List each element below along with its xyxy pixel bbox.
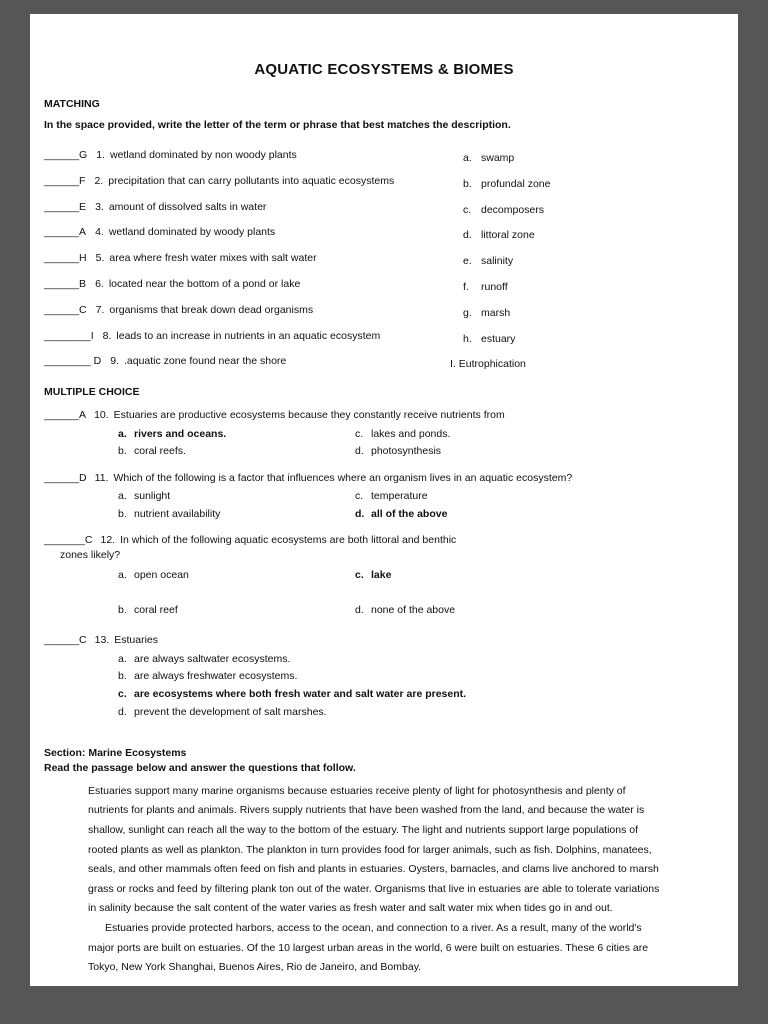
item-number: 5. xyxy=(95,252,105,265)
question-text: Estuaries are productive ecosystems because they constantly receive nutrients from xyxy=(113,409,505,422)
item-number: 7. xyxy=(95,303,105,316)
written-answer: B xyxy=(79,277,87,290)
answer-blank: ______ xyxy=(44,149,80,161)
option-c: c. lake xyxy=(355,569,392,582)
term-item xyxy=(463,327,550,353)
written-answer: F xyxy=(79,174,86,187)
question-number: 11. xyxy=(94,471,109,484)
term-item xyxy=(463,198,550,224)
item-number: 6. xyxy=(95,277,104,290)
matching-item xyxy=(44,220,463,246)
matching-item xyxy=(44,169,463,195)
matching-item xyxy=(44,143,463,169)
question-13-options xyxy=(118,651,724,722)
question-11-options xyxy=(118,488,724,523)
term-letter: e. xyxy=(463,255,472,268)
passage-paragraph-2: Estuaries provide protected harbors, access to the ocean, and connection to a river. As a result, many of the world's major ports are built on estuaries. Of the 10 largest urban areas in the world, 6 were built on estuaries. These 6 cities are Tokyo, New York Shanghai, Buenos Aires, Rio de Janeiro, and Bombay. xyxy=(88,922,649,974)
item-text: wetland dominated by woody plants xyxy=(108,226,276,239)
option-a: a. open ocean xyxy=(118,569,189,582)
multiple-choice-heading: MULTIPLE CHOICE xyxy=(44,386,140,399)
matching-item xyxy=(44,324,463,350)
item-text: leads to an increase in nutrients in an aquatic ecosystem xyxy=(116,329,381,342)
passage-paragraph-1: Estuaries support many marine organisms because estuaries receive plenty of light for photosynthesis and plenty of nutrients for plants and animals. Rivers supply nutrients that have been washed from the land, and because the water is shallow, sunlight can reach all the way to the bottom of the estuary. The light and nutrients support large populations of rooted plants as well as plankton. The plankton in turn provides food for larger animals, such as fish. Dolphins, manatees, seals, and other mammals often feed on fish and plants in estuaries. Oysters, barnacles, and clams live anchored to marsh grass or rocks and feed by filtering plank ton out of the water. Organisms that live in estuaries are able to tolerate variations in salinity because the salt content of the water varies as fresh water and salt water mix when tides go in and out. xyxy=(88,784,660,915)
term-item xyxy=(463,223,550,249)
answer-blank: ______ xyxy=(44,252,80,265)
question-10 xyxy=(44,408,724,423)
question-text: In which of the following aquatic ecosystems are both littoral and benthic xyxy=(120,534,457,547)
item-text: precipitation that can carry pollutants into aquatic ecosystems xyxy=(108,174,395,187)
option-d: d. photosynthesis xyxy=(355,445,442,458)
item-text: located near the bottom of a pond or lake xyxy=(108,277,301,290)
term-item-eutrophication: I. Eutrophication xyxy=(450,358,526,371)
option-d: d. none of the above xyxy=(355,603,456,616)
question-text: Estuaries xyxy=(114,634,159,647)
option-a: a. are always saltwater ecosystems. xyxy=(118,652,291,665)
item-text: organisms that break down dead organisms xyxy=(109,303,314,316)
term-bank xyxy=(450,143,551,378)
option-c: c. are ecosystems where both fresh water and salt water are present. xyxy=(118,688,467,701)
term-letter: f. xyxy=(463,280,469,293)
term-letter: b. xyxy=(463,177,472,190)
option-d: d. all of the above xyxy=(355,507,448,520)
written-answer: D xyxy=(79,471,87,484)
matching-item xyxy=(44,246,463,272)
matching-item xyxy=(44,298,463,324)
matching-item xyxy=(44,195,463,221)
option-a: a. sunlight xyxy=(118,490,171,503)
matching-item xyxy=(44,349,463,375)
term-text: estuary xyxy=(481,332,516,345)
question-12-text-line2: zones likely? xyxy=(60,548,121,561)
term-letter: g. xyxy=(463,306,472,319)
term-letter: d. xyxy=(463,229,472,242)
written-answer: G xyxy=(79,149,88,161)
term-item xyxy=(463,275,550,301)
answer-blank: ________ xyxy=(44,355,91,368)
term-text: salinity xyxy=(481,255,514,268)
question-number: 13. xyxy=(94,634,110,647)
term-letter: h. xyxy=(463,332,472,345)
question-10-options xyxy=(118,426,724,461)
question-13 xyxy=(44,633,724,648)
option-b: b. coral reef xyxy=(118,603,178,616)
written-answer: E xyxy=(79,200,87,213)
term-letter: c. xyxy=(463,203,472,216)
option-c: c. temperature xyxy=(355,490,428,503)
answer-blank: ______ xyxy=(44,634,80,647)
item-text: wetland dominated by non woody plants xyxy=(109,149,297,161)
option-c: c. lakes and ponds. xyxy=(355,427,451,440)
matching-instructions: In the space provided, write the letter of the term or phrase that best matches the description. xyxy=(44,119,511,131)
item-number: 3. xyxy=(95,200,104,213)
written-answer: I xyxy=(90,329,94,342)
matching-items xyxy=(44,143,463,378)
option-d: d. prevent the development of salt marshes. xyxy=(118,706,327,719)
marine-section-instructions: Read the passage below and answer the questions that follow. xyxy=(44,761,356,774)
option-a: a. rivers and oceans. xyxy=(118,427,227,440)
option-b: b. coral reefs. xyxy=(118,445,186,458)
reading-passage xyxy=(88,782,668,978)
answer-blank: ______ xyxy=(44,174,80,187)
written-answer: H xyxy=(79,252,87,265)
matching-item xyxy=(44,272,463,298)
marine-section-title: Section: Marine Ecosystems xyxy=(44,746,187,759)
answer-blank: ______ xyxy=(44,471,80,484)
question-12 xyxy=(44,533,724,548)
item-text: amount of dissolved salts in water xyxy=(108,200,267,213)
matching-section xyxy=(44,143,724,378)
item-text: .aquatic zone found near the shore xyxy=(123,355,287,368)
worksheet-page xyxy=(30,14,738,986)
written-answer: C xyxy=(79,634,87,647)
term-text: profundal zone xyxy=(481,177,551,190)
term-text: runoff xyxy=(481,280,508,293)
item-text: area where fresh water mixes with salt water xyxy=(109,252,317,265)
term-text: decomposers xyxy=(481,203,545,216)
item-number: 1. xyxy=(96,149,105,161)
answer-blank: ______ xyxy=(44,200,80,213)
term-item xyxy=(463,249,550,275)
written-answer: A xyxy=(79,409,87,422)
answer-blank: _______ xyxy=(44,534,85,547)
term-item xyxy=(463,146,550,172)
item-number: 2. xyxy=(94,174,104,187)
item-number: 8. xyxy=(102,329,112,342)
question-12-options xyxy=(118,567,724,619)
option-b: b. are always freshwater ecosystems. xyxy=(118,670,298,683)
answer-blank: ______ xyxy=(44,303,80,316)
item-number: 4. xyxy=(95,226,104,239)
option-b: b. nutrient availability xyxy=(118,507,221,520)
written-answer: C xyxy=(79,303,87,316)
matching-heading: MATCHING xyxy=(44,98,100,110)
question-number: 12. xyxy=(100,534,116,547)
term-item xyxy=(463,172,550,198)
page-title: AQUATIC ECOSYSTEMS & BIOMES xyxy=(254,61,514,78)
written-answer: C xyxy=(84,534,93,547)
term-text: littoral zone xyxy=(481,229,535,242)
answer-blank: ______ xyxy=(44,409,80,422)
question-number: 10. xyxy=(94,409,109,422)
term-letter: a. xyxy=(463,152,472,164)
term-text: swamp xyxy=(481,152,515,164)
answer-blank: ______ xyxy=(44,226,80,239)
term-item xyxy=(463,301,550,327)
item-number: 9. xyxy=(110,355,119,368)
term-text: marsh xyxy=(481,306,511,319)
answer-blank: ________ xyxy=(44,329,91,342)
question-text: Which of the following is a factor that influences where an organism lives in an aquatic ecosystem? xyxy=(113,471,573,484)
question-11 xyxy=(44,471,724,486)
written-answer: D xyxy=(90,355,102,368)
answer-blank: ______ xyxy=(44,277,80,290)
written-answer: A xyxy=(79,226,87,239)
